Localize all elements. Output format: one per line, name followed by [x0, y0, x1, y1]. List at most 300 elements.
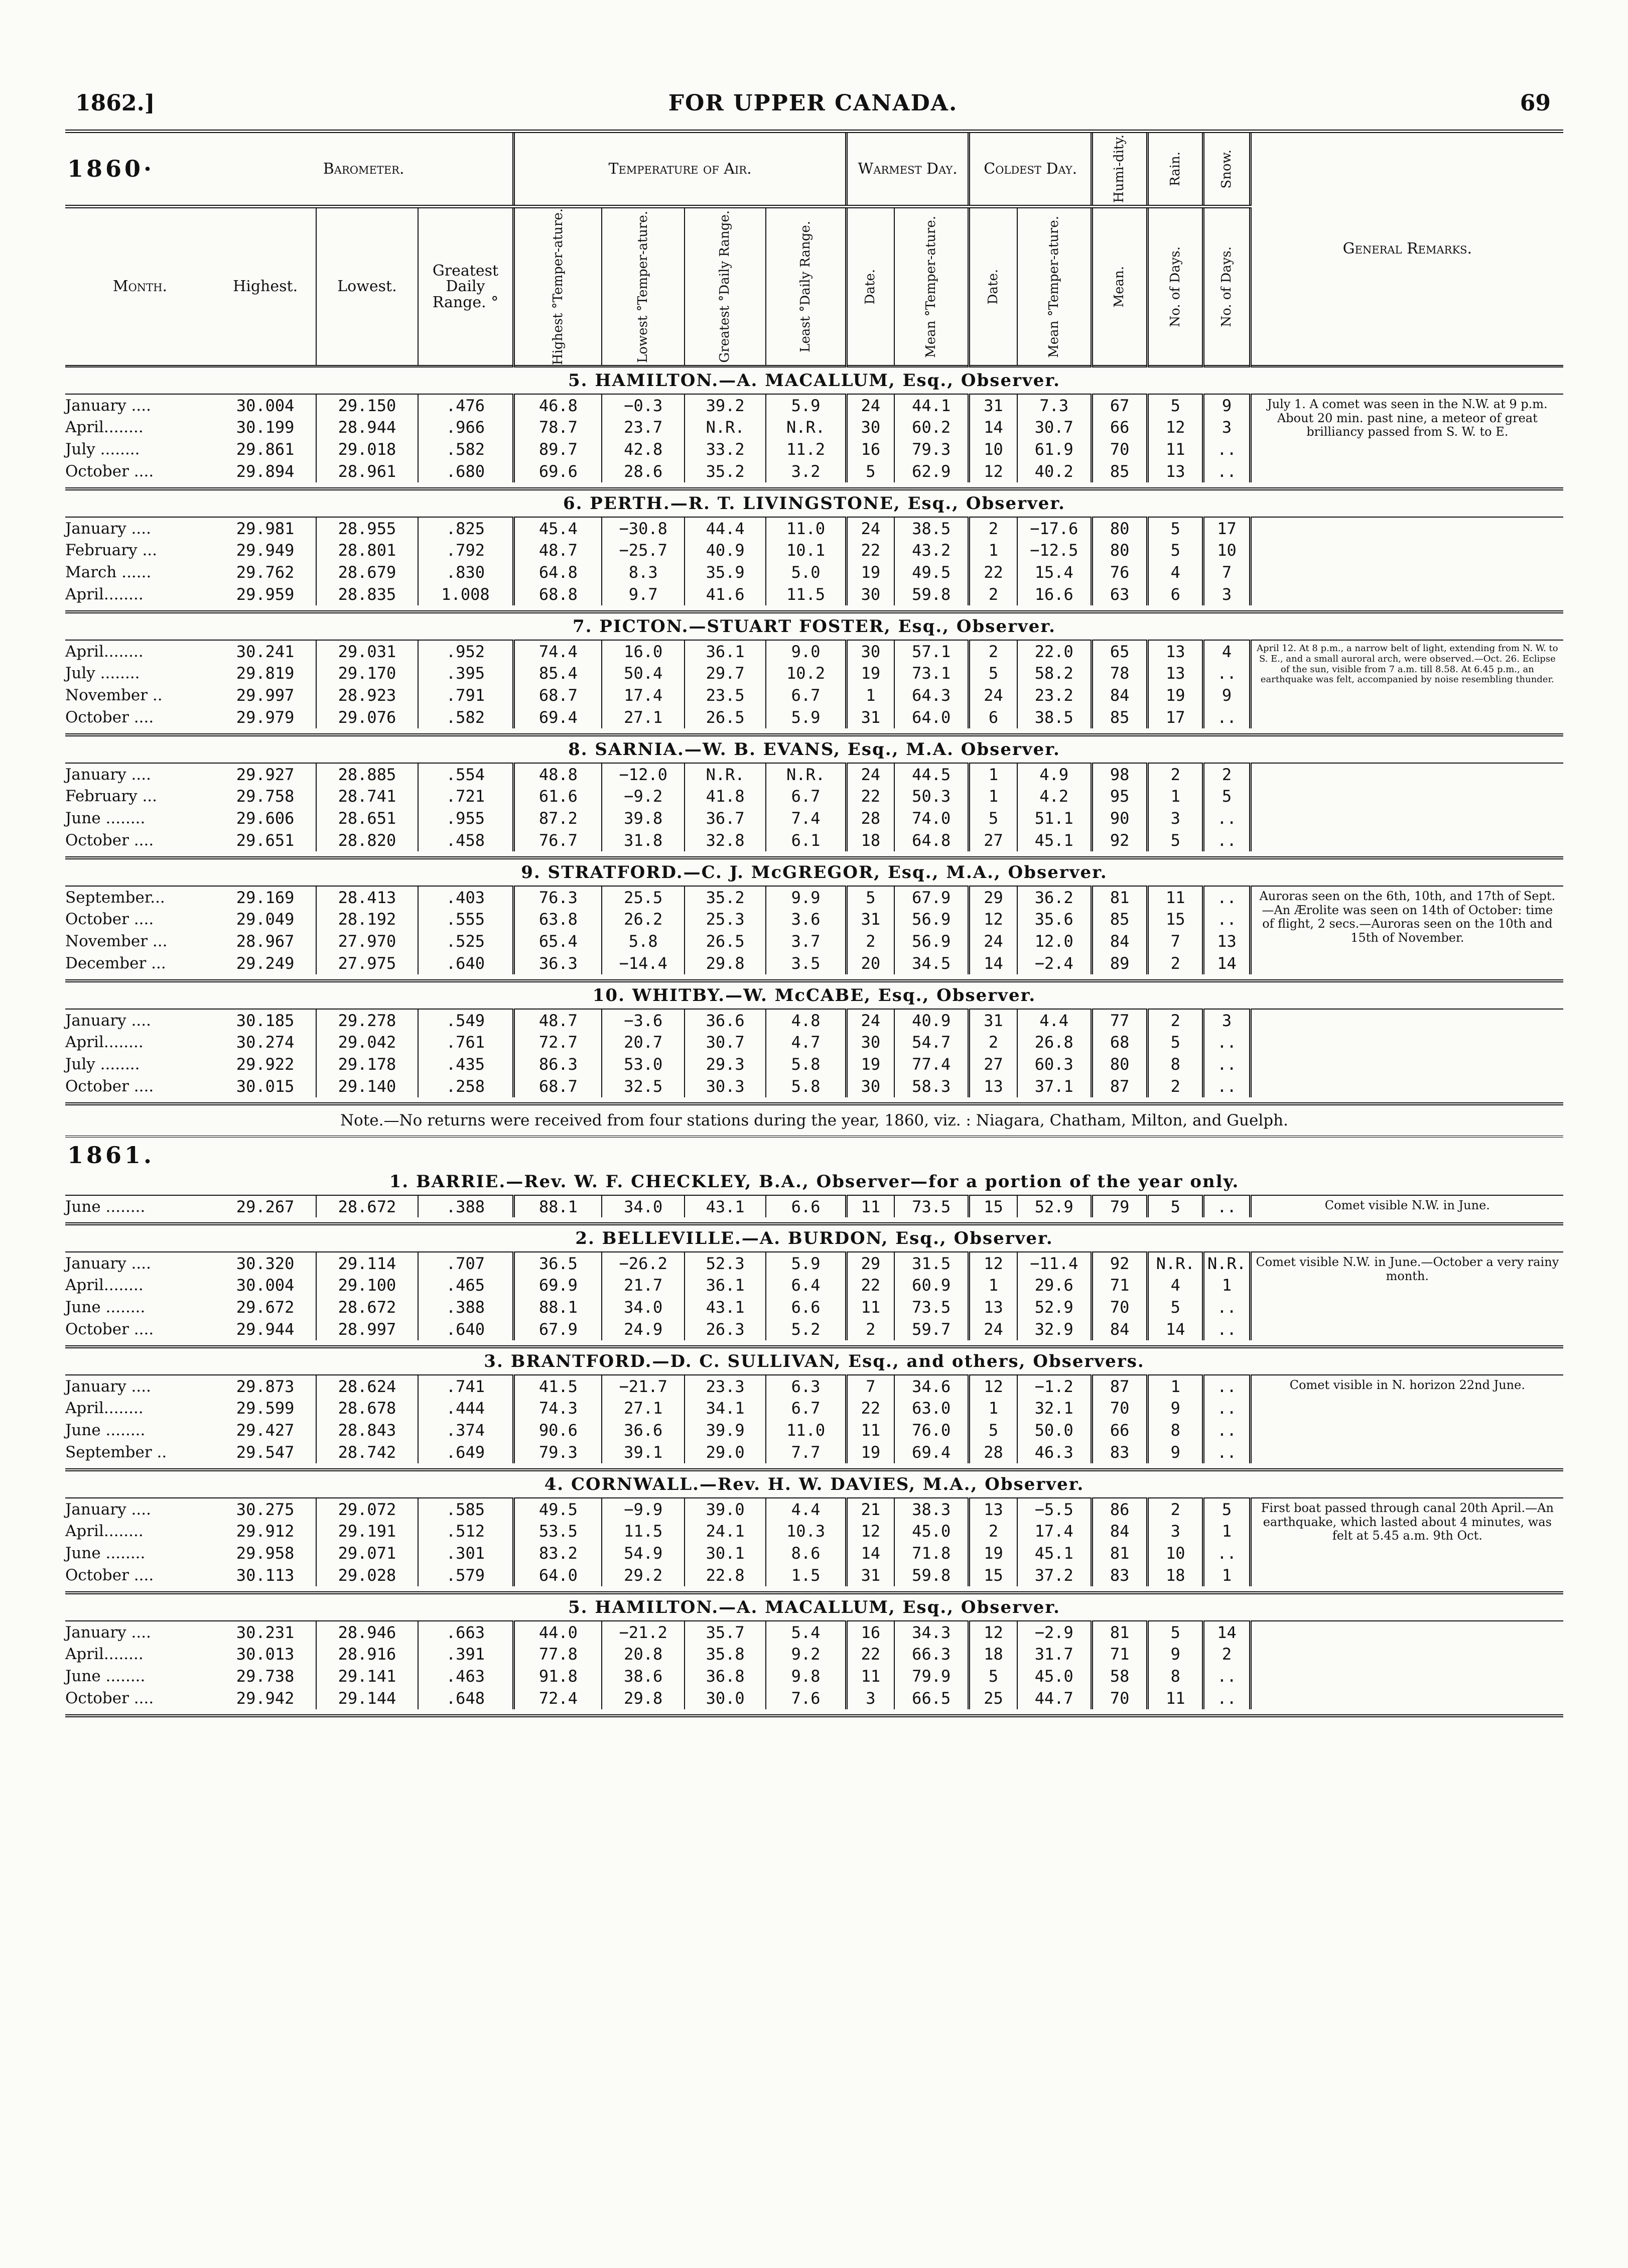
rain-days-cell: 12	[1148, 416, 1203, 438]
rain-days-cell: 19	[1148, 684, 1203, 706]
baro-range-cell: .792	[418, 539, 514, 561]
rain-days-cell: 2	[1148, 1075, 1203, 1097]
temp-least-range-cell: N.R.	[766, 763, 846, 785]
baro-lowest-cell: 28.946	[316, 1621, 418, 1643]
cold-mean-cell: 22.0	[1017, 640, 1092, 662]
snow-days-cell: 14	[1203, 1621, 1250, 1643]
warm-mean-cell: 49.5	[894, 561, 969, 583]
baro-lowest-cell: 29.278	[316, 1009, 418, 1031]
warm-mean-cell: 38.5	[894, 517, 969, 539]
baro-lowest-cell: 29.042	[316, 1031, 418, 1053]
baro-lowest-header: Lowest.	[316, 207, 418, 366]
cold-mean-cell: 4.2	[1017, 785, 1092, 807]
rain-days-cell: 5	[1148, 1296, 1203, 1318]
temp-lowest-cell: −21.2	[602, 1621, 685, 1643]
baro-lowest-cell: 28.916	[316, 1643, 418, 1665]
rain-days-cell: 14	[1148, 1318, 1203, 1340]
cold-date-cell: 12	[969, 1252, 1017, 1274]
temp-highest-cell: 41.5	[514, 1375, 602, 1397]
month-cell: April........	[65, 1033, 144, 1052]
warm-mean-cell: 34.6	[894, 1375, 969, 1397]
month-cell: April........	[65, 418, 144, 437]
baro-highest-cell: 30.231	[215, 1621, 316, 1643]
cold-mean-cell: −2.4	[1017, 952, 1092, 974]
cold-date-cell: 2	[969, 1031, 1017, 1053]
cold-mean-cell: 37.2	[1017, 1564, 1092, 1586]
humidity-cell: 80	[1092, 539, 1148, 561]
temp-least-range-cell: 6.6	[766, 1296, 846, 1318]
temp-lowest-cell: −12.0	[602, 763, 685, 785]
humidity-cell: 89	[1092, 952, 1148, 974]
temp-greatest-range-cell: 41.6	[685, 583, 766, 605]
baro-range-cell: .680	[418, 460, 514, 482]
temp-highest-cell: 79.3	[514, 1441, 602, 1463]
baro-lowest-cell: 29.076	[316, 706, 418, 728]
cold-mean-cell: 23.2	[1017, 684, 1092, 706]
snow-days-cell: ..	[1203, 1665, 1250, 1687]
temp-lowest-cell: −9.9	[602, 1498, 685, 1520]
temp-highest-cell: 36.3	[514, 952, 602, 974]
cold-date-cell: 12	[969, 1621, 1017, 1643]
warm-mean-cell: 79.3	[894, 438, 969, 460]
rain-days-cell: 2	[1148, 763, 1203, 785]
temp-highest-cell: 76.3	[514, 886, 602, 908]
cold-mean-cell: 51.1	[1017, 807, 1092, 829]
baro-highest-cell: 30.013	[215, 1643, 316, 1665]
temp-greatest-range-cell: 36.1	[685, 640, 766, 662]
station-heading	[65, 1470, 1563, 1498]
warm-date-cell: 30	[846, 640, 894, 662]
humidity-cell: 85	[1092, 460, 1148, 482]
warm-date-cell: 2	[846, 1318, 894, 1340]
rain-days-cell: 13	[1148, 640, 1203, 662]
temp-lowest-cell: 42.8	[602, 438, 685, 460]
rain-days-cell: 11	[1148, 1687, 1203, 1709]
temp-lowest-cell: 39.1	[602, 1441, 685, 1463]
humidity-cell: 58	[1092, 1665, 1148, 1687]
snow-days-cell: 1	[1203, 1564, 1250, 1586]
block-divider	[65, 974, 1563, 981]
month-cell: January ....	[65, 519, 151, 538]
warm-date-cell: 31	[846, 706, 894, 728]
block-divider	[65, 1463, 1563, 1470]
temp-lowest-cell: −3.6	[602, 1009, 685, 1031]
warm-date-cell: 24	[846, 394, 894, 416]
cold-mean-cell: 4.4	[1017, 1009, 1092, 1031]
warm-date-cell: 24	[846, 517, 894, 539]
baro-lowest-cell: 28.885	[316, 763, 418, 785]
baro-range-cell: .258	[418, 1075, 514, 1097]
cold-date-cell: 10	[969, 438, 1017, 460]
temp-least-range-cell: 10.3	[766, 1520, 846, 1542]
snow-days-cell: ..	[1203, 706, 1250, 728]
temp-lowest-header: Lowest °Temper-ature.	[602, 207, 685, 366]
baro-highest-cell: 29.944	[215, 1318, 316, 1340]
temp-lowest-cell: −30.8	[602, 517, 685, 539]
warm-date-cell: 1	[846, 684, 894, 706]
baro-lowest-cell: 29.100	[316, 1274, 418, 1296]
month-header: Month.	[112, 278, 168, 296]
humidity-cell: 85	[1092, 908, 1148, 930]
warm-mean-cell: 34.3	[894, 1621, 969, 1643]
baro-range-cell: .582	[418, 706, 514, 728]
humidity-cell: 95	[1092, 785, 1148, 807]
snow-days-cell: ..	[1203, 1031, 1250, 1053]
month-cell: June ........	[65, 1544, 146, 1563]
cold-mean-cell: 7.3	[1017, 394, 1092, 416]
cold-mean-cell: 31.7	[1017, 1643, 1092, 1665]
rain-days-cell: 13	[1148, 460, 1203, 482]
warm-mean-cell: 57.1	[894, 640, 969, 662]
temp-greatest-range-cell: 36.8	[685, 1665, 766, 1687]
baro-lowest-cell: 29.144	[316, 1687, 418, 1709]
station-heading	[65, 489, 1563, 517]
baro-highest-cell: 28.967	[215, 930, 316, 952]
humidity-cell: 92	[1092, 1252, 1148, 1274]
station-title: 2. BELLEVILLE.—A. BURDON, Esq., Observer.	[65, 1224, 1563, 1252]
table-row	[65, 886, 1563, 908]
temp-least-range-cell: N.R.	[766, 416, 846, 438]
temp-lowest-cell: −21.7	[602, 1375, 685, 1397]
snow-days-cell: ..	[1203, 829, 1250, 851]
rain-days-cell: 1	[1148, 1375, 1203, 1397]
station-heading	[65, 612, 1563, 640]
temp-highest-cell: 74.4	[514, 640, 602, 662]
warm-date-cell: 30	[846, 583, 894, 605]
cold-date-cell: 29	[969, 886, 1017, 908]
baro-lowest-cell: 28.997	[316, 1318, 418, 1340]
month-cell: April........	[65, 585, 144, 604]
station-title: 5. HAMILTON.—A. MACALLUM, Esq., Observer.	[65, 366, 1563, 395]
baro-range-cell: .825	[418, 517, 514, 539]
humidity-cell: 67	[1092, 394, 1148, 416]
temp-greatest-range-cell: 23.5	[685, 684, 766, 706]
rain-days-cell: 5	[1148, 829, 1203, 851]
temp-highest-cell: 77.8	[514, 1643, 602, 1665]
cold-date-cell: 12	[969, 1375, 1017, 1397]
temp-lowest-cell: 34.0	[602, 1195, 685, 1217]
temp-lowest-cell: 24.9	[602, 1318, 685, 1340]
humidity-cell: 84	[1092, 1520, 1148, 1542]
humidity-cell: 66	[1092, 416, 1148, 438]
temp-lowest-cell: 27.1	[602, 1397, 685, 1419]
temp-least-range-cell: 4.4	[766, 1498, 846, 1520]
temp-least-range-cell: 9.2	[766, 1643, 846, 1665]
cold-date-cell: 27	[969, 829, 1017, 851]
header-year: 1862.]	[75, 90, 155, 116]
snow-days-cell: 7	[1203, 561, 1250, 583]
baro-range-cell: .582	[418, 438, 514, 460]
warm-date-cell: 24	[846, 763, 894, 785]
baro-range-header: Greatest Daily Range. °	[418, 207, 514, 366]
baro-highest-cell: 29.758	[215, 785, 316, 807]
cold-mean-cell: −2.9	[1017, 1621, 1092, 1643]
snow-days-header: No. of Days.	[1203, 207, 1250, 366]
warm-mean-cell: 58.3	[894, 1075, 969, 1097]
snow-days-cell: 9	[1203, 394, 1250, 416]
rain-days-cell: 13	[1148, 662, 1203, 684]
warm-mean-cell: 59.8	[894, 583, 969, 605]
temp-greatest-range-cell: 43.1	[685, 1296, 766, 1318]
baro-lowest-cell: 28.742	[316, 1441, 418, 1463]
rain-days-cell: 9	[1148, 1397, 1203, 1419]
baro-highest-cell: 29.927	[215, 763, 316, 785]
cold-date-cell: 5	[969, 1419, 1017, 1441]
rain-days-cell: 4	[1148, 1274, 1203, 1296]
cold-date-cell: 2	[969, 517, 1017, 539]
temp-lowest-cell: 28.6	[602, 460, 685, 482]
baro-range-cell: .435	[418, 1053, 514, 1075]
cold-date-cell: 13	[969, 1075, 1017, 1097]
baro-lowest-cell: 28.843	[316, 1419, 418, 1441]
snow-days-cell: 17	[1203, 517, 1250, 539]
station-heading	[65, 858, 1563, 886]
temp-least-range-cell: 5.9	[766, 1252, 846, 1274]
month-cell: February ...	[65, 541, 158, 560]
cold-mean-cell: 45.1	[1017, 1542, 1092, 1564]
humidity-cell: 98	[1092, 763, 1148, 785]
rain-days-cell: 9	[1148, 1441, 1203, 1463]
baro-range-cell: .640	[418, 1318, 514, 1340]
temp-highest-cell: 48.8	[514, 763, 602, 785]
month-cell: June ........	[65, 809, 146, 828]
baro-highest-cell: 29.873	[215, 1375, 316, 1397]
month-cell: April........	[65, 1399, 144, 1418]
temp-highest-cell: 76.7	[514, 829, 602, 851]
station-title: 7. PICTON.—STUART FOSTER, Esq., Observer.	[65, 612, 1563, 640]
rain-days-cell: N.R.	[1148, 1252, 1203, 1274]
cold-mean-cell: 61.9	[1017, 438, 1092, 460]
temp-least-range-cell: 6.1	[766, 829, 846, 851]
temp-greatest-range-cell: 36.7	[685, 807, 766, 829]
cold-mean-cell: −17.6	[1017, 517, 1092, 539]
baro-highest-cell: 30.274	[215, 1031, 316, 1053]
baro-range-cell: .663	[418, 1621, 514, 1643]
snow-days-cell: 3	[1203, 583, 1250, 605]
snow-days-cell: N.R.	[1203, 1252, 1250, 1274]
month-cell: October ....	[65, 910, 154, 929]
temp-greatest-range-cell: 35.9	[685, 561, 766, 583]
warm-mean-cell: 43.2	[894, 539, 969, 561]
baro-lowest-cell: 28.923	[316, 684, 418, 706]
rain-days-cell: 3	[1148, 1520, 1203, 1542]
month-cell: April........	[65, 642, 144, 661]
warm-mean-cell: 66.5	[894, 1687, 969, 1709]
temp-highest-cell: 69.6	[514, 460, 602, 482]
warm-date-cell: 12	[846, 1520, 894, 1542]
month-cell: March ......	[65, 563, 152, 582]
month-cell: January ....	[65, 765, 151, 784]
general-remarks-cell: April 12. At 8 p.m., a narrow belt of light, extending from N. W. to S. E., and a small auroral arch, were observed.—Oct. 26. Eclipse of the sun, visible from 7 a.m. till 8.58. At 6.45 p.m., an earthquake was felt, accompanied by noise resembling thunder.	[1257, 643, 1558, 685]
station-heading	[65, 1169, 1563, 1195]
baro-highest-cell: 29.049	[215, 908, 316, 930]
baro-lowest-cell: 29.150	[316, 394, 418, 416]
baro-range-cell: .741	[418, 1375, 514, 1397]
rain-days-cell: 5	[1148, 1195, 1203, 1217]
baro-range-cell: .458	[418, 829, 514, 851]
humidity-cell: 87	[1092, 1075, 1148, 1097]
temp-least-range-cell: 5.2	[766, 1318, 846, 1340]
baro-lowest-cell: 28.651	[316, 807, 418, 829]
baro-range-cell: .444	[418, 1397, 514, 1419]
temp-greatest-range-cell: N.R.	[685, 416, 766, 438]
temp-lowest-cell: 16.0	[602, 640, 685, 662]
baro-lowest-cell: 28.955	[316, 517, 418, 539]
warm-date-cell: 30	[846, 1075, 894, 1097]
temp-greatest-range-cell: 35.7	[685, 1621, 766, 1643]
cold-mean-cell: 45.0	[1017, 1665, 1092, 1687]
baro-highest-cell: 29.942	[215, 1687, 316, 1709]
temp-greatest-range-cell: N.R.	[685, 763, 766, 785]
rain-days-cell: 5	[1148, 517, 1203, 539]
snow-days-cell: ..	[1203, 886, 1250, 908]
warm-date-cell: 11	[846, 1296, 894, 1318]
temp-least-range-header: Least °Daily Range.	[766, 207, 846, 366]
warm-date-cell: 19	[846, 662, 894, 684]
warm-mean-cell: 56.9	[894, 930, 969, 952]
cold-mean-cell: −12.5	[1017, 539, 1092, 561]
temp-greatest-range-cell: 35.2	[685, 460, 766, 482]
cold-mean-cell: 38.5	[1017, 706, 1092, 728]
temp-greatest-range-cell: 26.5	[685, 706, 766, 728]
month-cell: January ....	[65, 1254, 151, 1273]
cold-date-cell: 13	[969, 1498, 1017, 1520]
temp-least-range-cell: 3.2	[766, 460, 846, 482]
month-cell: January ....	[65, 396, 151, 415]
coldest-day-header: Coldest Day.	[969, 132, 1092, 207]
humidity-cell: 80	[1092, 517, 1148, 539]
baro-highest-cell: 30.015	[215, 1075, 316, 1097]
temp-least-range-cell: 6.6	[766, 1195, 846, 1217]
temp-highest-cell: 49.5	[514, 1498, 602, 1520]
temp-least-range-cell: 1.5	[766, 1564, 846, 1586]
meteorological-table-container	[65, 130, 1563, 1717]
temp-highest-cell: 72.7	[514, 1031, 602, 1053]
warm-mean-cell: 73.5	[894, 1296, 969, 1318]
month-cell: November ...	[65, 932, 168, 951]
rain-days-cell: 2	[1148, 1009, 1203, 1031]
station-title: 1. BARRIE.—Rev. W. F. CHECKLEY, B.A., Observer—for a portion of the year only.	[65, 1169, 1563, 1195]
baro-lowest-cell: 29.140	[316, 1075, 418, 1097]
cold-mean-cell: 32.1	[1017, 1397, 1092, 1419]
temp-lowest-cell: 50.4	[602, 662, 685, 684]
temp-least-range-cell: 11.0	[766, 517, 846, 539]
temp-least-range-cell: 6.7	[766, 1397, 846, 1419]
humidity-cell: 68	[1092, 1031, 1148, 1053]
meteorological-table	[65, 130, 1563, 1717]
temp-highest-cell: 68.8	[514, 583, 602, 605]
temp-lowest-cell: 29.2	[602, 1564, 685, 1586]
baro-lowest-cell: 28.192	[316, 908, 418, 930]
humidity-cell: 80	[1092, 1053, 1148, 1075]
temp-least-range-cell: 6.3	[766, 1375, 846, 1397]
block-divider	[65, 1217, 1563, 1224]
cold-mean-cell: 52.9	[1017, 1296, 1092, 1318]
warm-date-cell: 3	[846, 1687, 894, 1709]
table-row	[65, 640, 1563, 662]
warm-mean-cell: 59.7	[894, 1318, 969, 1340]
baro-lowest-cell: 28.741	[316, 785, 418, 807]
cold-date-cell: 12	[969, 908, 1017, 930]
baro-lowest-cell: 29.031	[316, 640, 418, 662]
temp-least-range-cell: 3.5	[766, 952, 846, 974]
warm-date-cell: 22	[846, 539, 894, 561]
temp-greatest-range-cell: 25.3	[685, 908, 766, 930]
baro-lowest-cell: 27.975	[316, 952, 418, 974]
rain-days-cell: 5	[1148, 539, 1203, 561]
cold-date-cell: 2	[969, 583, 1017, 605]
snow-days-cell: 5	[1203, 1498, 1250, 1520]
warm-mean-cell: 34.5	[894, 952, 969, 974]
warm-date-cell: 30	[846, 1031, 894, 1053]
temp-highest-cell: 67.9	[514, 1318, 602, 1340]
baro-range-cell: .791	[418, 684, 514, 706]
station-heading	[65, 1347, 1563, 1375]
temp-least-range-cell: 5.9	[766, 394, 846, 416]
temp-highest-cell: 64.8	[514, 561, 602, 583]
table-row	[65, 1621, 1563, 1643]
warm-mean-cell: 44.1	[894, 394, 969, 416]
note-1860: Note.—No returns were received from four stations during the year, 1860, viz. : Niagara, Chatham, Milton, and Guelph.	[65, 1104, 1563, 1137]
month-cell: October ....	[65, 708, 154, 727]
baro-range-cell: .648	[418, 1687, 514, 1709]
humidity-mean-header: Mean.	[1092, 207, 1148, 366]
month-cell: June ........	[65, 1298, 146, 1317]
baro-range-cell: .955	[418, 807, 514, 829]
general-remarks-header: General Remarks.	[1342, 240, 1472, 258]
warm-mean-cell: 63.0	[894, 1397, 969, 1419]
warm-mean-cell: 50.3	[894, 785, 969, 807]
baro-highest-cell: 29.959	[215, 583, 316, 605]
month-cell: July ........	[65, 1055, 140, 1074]
humidity-cell: 79	[1092, 1195, 1148, 1217]
temp-lowest-cell: 20.7	[602, 1031, 685, 1053]
station-heading	[65, 981, 1563, 1009]
humidity-header: Humi-dity.	[1092, 132, 1148, 207]
cold-date-cell: 19	[969, 1542, 1017, 1564]
baro-highest-cell: 30.004	[215, 394, 316, 416]
cold-date-cell: 25	[969, 1687, 1017, 1709]
cold-mean-cell: 15.4	[1017, 561, 1092, 583]
table-row	[65, 763, 1563, 785]
baro-highest-cell: 29.922	[215, 1053, 316, 1075]
baro-lowest-cell: 28.413	[316, 886, 418, 908]
rain-days-cell: 6	[1148, 583, 1203, 605]
baro-lowest-cell: 29.028	[316, 1564, 418, 1586]
temp-greatest-range-cell: 29.0	[685, 1441, 766, 1463]
cold-date-cell: 31	[969, 394, 1017, 416]
temp-greatest-range-cell: 52.3	[685, 1252, 766, 1274]
temp-least-range-cell: 6.7	[766, 684, 846, 706]
temp-highest-header: Highest °Temper-ature.	[514, 207, 602, 366]
baro-lowest-cell: 29.141	[316, 1665, 418, 1687]
temp-greatest-range-cell: 26.5	[685, 930, 766, 952]
warm-mean-cell: 64.0	[894, 706, 969, 728]
humidity-cell: 78	[1092, 662, 1148, 684]
temperature-header: Temperature of Air.	[514, 132, 847, 207]
cold-date-cell: 5	[969, 662, 1017, 684]
cold-mean-cell: 44.7	[1017, 1687, 1092, 1709]
warm-date-cell: 30	[846, 416, 894, 438]
temp-greatest-range-cell: 29.8	[685, 952, 766, 974]
baro-range-cell: .476	[418, 394, 514, 416]
month-cell: October ....	[65, 1077, 154, 1096]
station-title: 6. PERTH.—R. T. LIVINGSTONE, Esq., Observer.	[65, 489, 1563, 517]
warm-date-cell: 16	[846, 1621, 894, 1643]
baro-range-cell: .301	[418, 1542, 514, 1564]
temp-least-range-cell: 7.7	[766, 1441, 846, 1463]
block-divider	[65, 605, 1563, 612]
